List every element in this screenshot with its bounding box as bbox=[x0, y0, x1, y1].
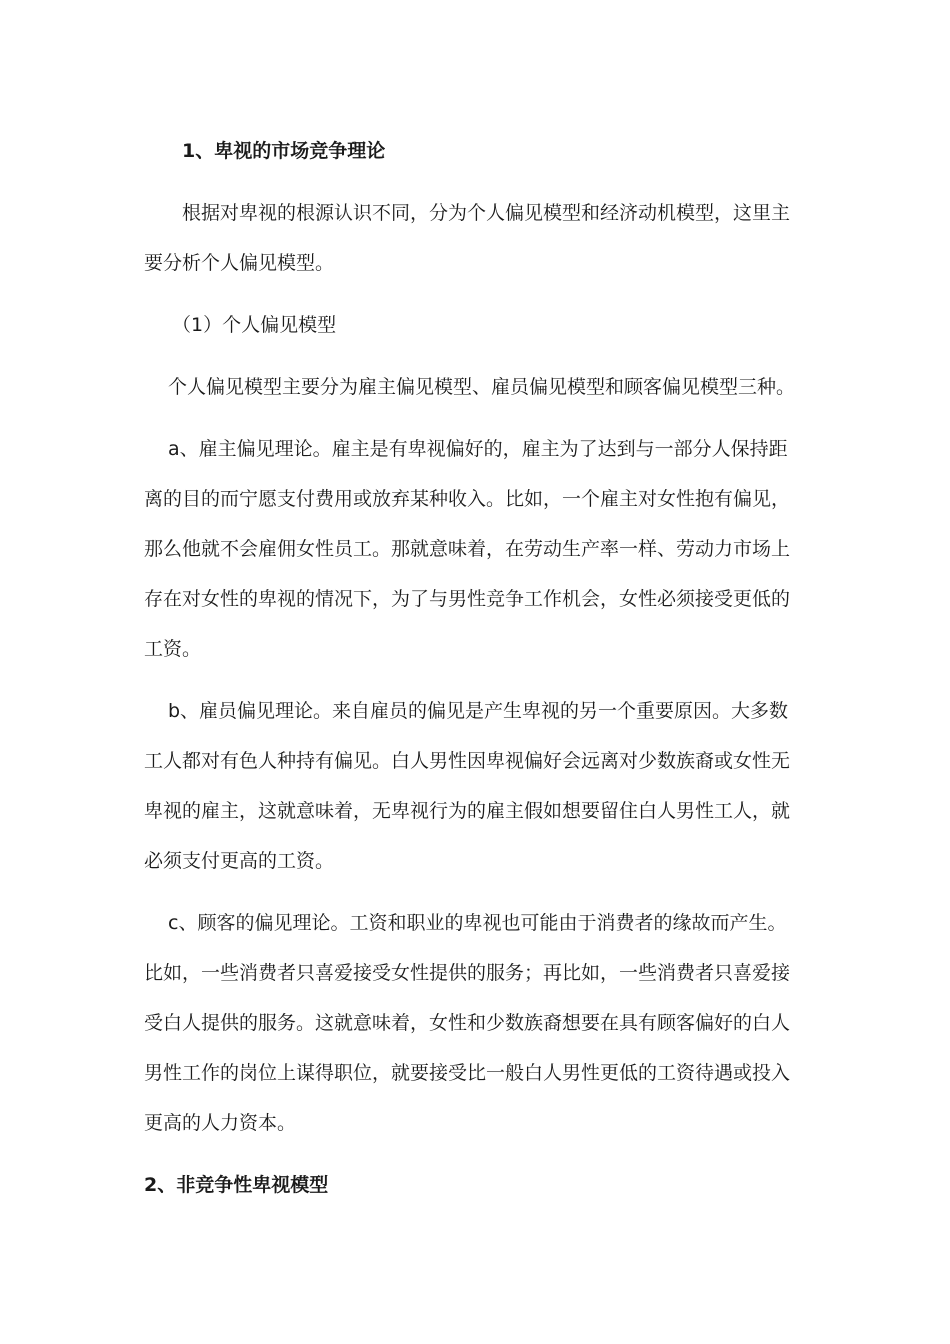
para-b-line-4: 必须支付更高的工资。 bbox=[144, 850, 335, 872]
section-heading-2: 2、非竞争性卑视模型 bbox=[144, 1174, 329, 1196]
para-a-line-4: 存在对女性的卑视的情况下，为了与男性竞争工作机会，女性必须接受更低的 bbox=[144, 588, 791, 610]
para-c-line-5: 更高的人力资本。 bbox=[144, 1112, 297, 1134]
para-b-line-1: b、雇员偏见理论。来自雇员的偏见是产生卑视的另一个重要原因。大多数 bbox=[168, 700, 789, 722]
para-b-line-2: 工人都对有色人种持有偏见。白人男性因卑视偏好会远离对少数族裔或女性无 bbox=[144, 750, 791, 772]
subheading-1: （1）个人偏见模型 bbox=[172, 314, 337, 336]
para-c-line-2: 比如，一些消费者只喜爱接受女性提供的服务；再比如，一些消费者只喜爱接 bbox=[144, 962, 791, 984]
para-c-line-4: 男性工作的岗位上谋得职位，就要接受比一般白人男性更低的工资待遇或投入 bbox=[144, 1062, 791, 1084]
intro-line-2: 要分析个人偏见模型。 bbox=[144, 252, 335, 274]
intro-line-1: 根据对卑视的根源认识不同，分为个人偏见模型和经济动机模型，这里主 bbox=[182, 202, 791, 224]
para-a-line-1: a、雇主偏见理论。雇主是有卑视偏好的，雇主为了达到与一部分人保持距 bbox=[168, 438, 788, 460]
para-c-line-3: 受白人提供的服务。这就意味着，女性和少数族裔想要在具有顾客偏好的白人 bbox=[144, 1012, 791, 1034]
section-heading-1: 1、卑视的市场竞争理论 bbox=[182, 140, 386, 162]
para-a-line-2: 离的目的而宁愿支付费用或放弃某种收入。比如，一个雇主对女性抱有偏见， bbox=[144, 488, 791, 510]
para-a-line-5: 工资。 bbox=[144, 638, 202, 660]
para-a-line-3: 那么他就不会雇佣女性员工。那就意味着，在劳动生产率一样、劳动力市场上 bbox=[144, 538, 791, 560]
para-b-line-3: 卑视的雇主，这就意味着，无卑视行为的雇主假如想要留住白人男性工人，就 bbox=[144, 800, 791, 822]
para-c-line-1: c、顾客的偏见理论。工资和职业的卑视也可能由于消费者的缘故而产生。 bbox=[168, 912, 787, 934]
summary-line: 个人偏见模型主要分为雇主偏见模型、雇员偏见模型和顾客偏见模型三种。 bbox=[168, 376, 796, 398]
